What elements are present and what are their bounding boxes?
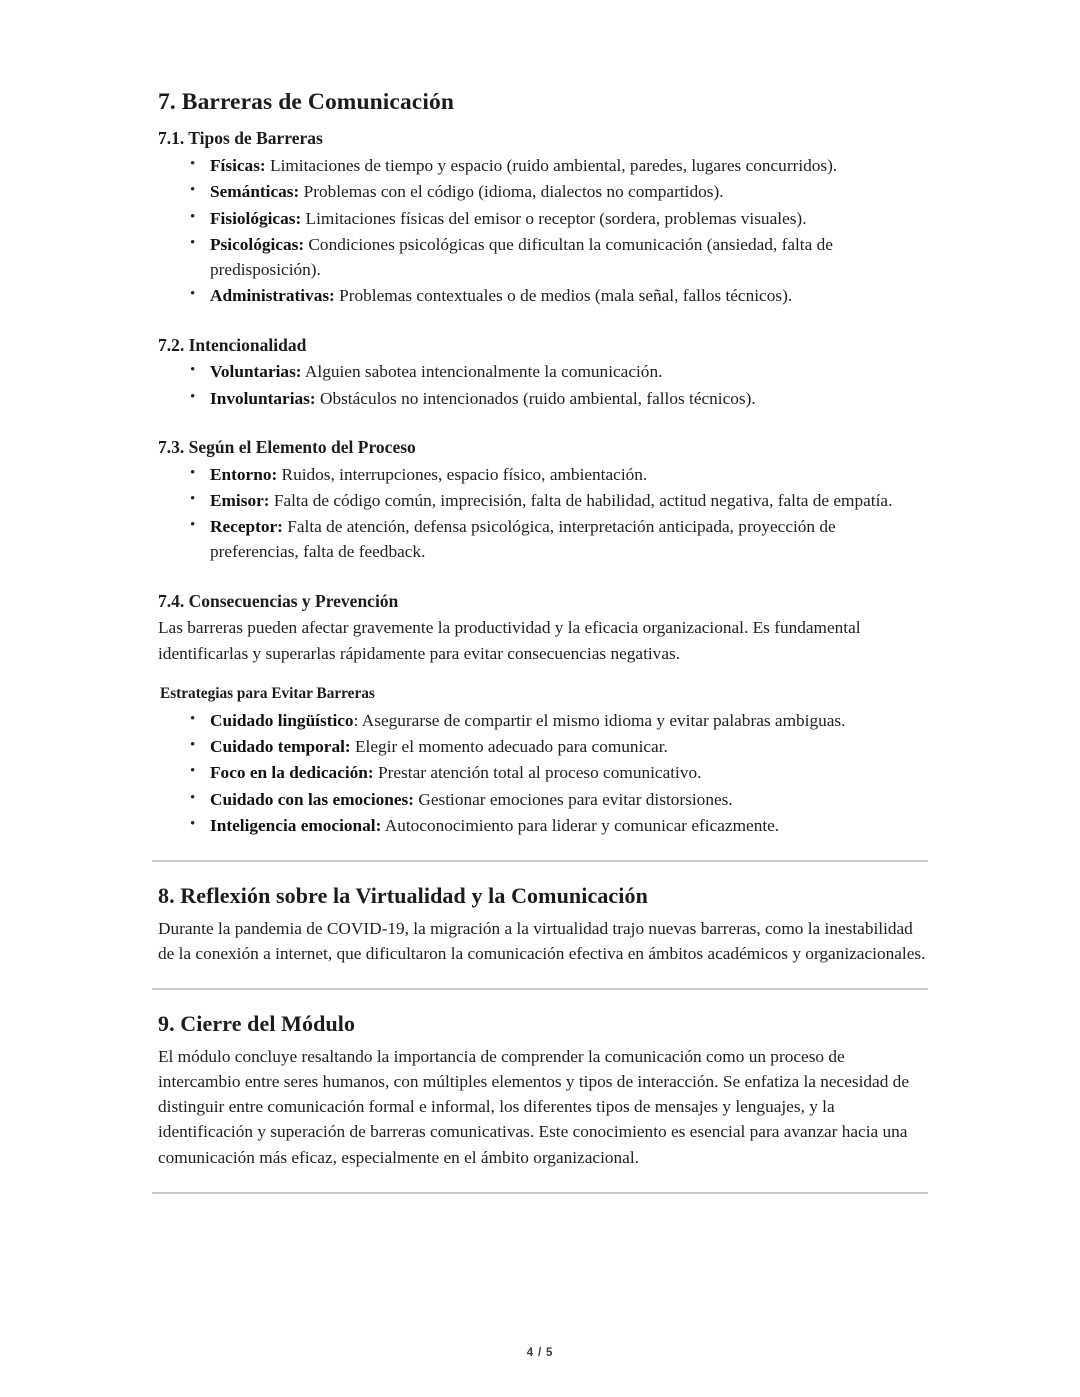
list-item-text: Problemas contextuales o de medios (mala señal, fallos técnicos). [334, 286, 793, 306]
list-item [152, 283, 928, 308]
list-item [152, 206, 928, 231]
list-item-text: Elegir el momento adecuado para comunicar. [350, 737, 668, 756]
list-item-label: Emisor: [210, 490, 270, 510]
spacer [152, 412, 928, 436]
list-item-label: Involuntarias: [210, 388, 316, 408]
list-item-text: Problemas con el código (idioma, dialectos no compartidos). [299, 182, 724, 202]
paragraph-cierre: El módulo concluye resaltando la importancia de comprender la comunicación como un proceso de intercambio entre seres humanos, con múltiples elementos y tipos de interacción. Se enfatiza la necesidad de distinguir entre comunicación formal e informal, los diferentes tipos de mensajes y lenguajes, y la identificación y superación de barreras comunicativas. Este conocimiento es esencial para avanzar hacia una comunicación más eficaz, especialmente en el ámbito organizacional. [158, 1046, 909, 1167]
spacer [152, 566, 928, 590]
list-tipos-de-barreras [152, 153, 928, 309]
section-heading-7-1: 7.1. Tipos de Barreras [158, 128, 323, 149]
list-item-label: Voluntarias: [210, 362, 302, 382]
list-item-label: Inteligencia emocional: [210, 815, 382, 835]
list-item-text: Gestionar emociones para evitar distorsiones. [414, 789, 733, 809]
section-heading-7-4: 7.4. Consecuencias y Prevención [158, 590, 399, 611]
list-item-label: Físicas: [210, 156, 266, 176]
list-item-label: Cuidado temporal: [210, 737, 351, 756]
section-heading-8: 8. Reflexión sobre la Virtualidad y la Comunicación [158, 883, 648, 908]
list-item-label: Psicológicas: [210, 234, 305, 254]
subsection-heading-estrategias: Estrategias para Evitar Barreras [160, 684, 375, 702]
list-estrategias [152, 708, 928, 838]
list-item [152, 488, 928, 513]
list-item-label: Fisiológicas: [210, 208, 302, 228]
paragraph-consecuencias: Las barreras pueden afectar gravemente la productividad y la eficacia organizacional. Es fundamental identificarlas y superarlas rápidamente para evitar consecuencias negativas. [158, 618, 861, 663]
list-item-text: Prestar atención total al proceso comunicativo. [373, 763, 702, 783]
list-item [152, 462, 928, 487]
list-segun-elemento-proceso [152, 462, 928, 565]
list-item [152, 153, 928, 178]
list-item-label: Cuidado con las emociones: [210, 789, 415, 809]
section-heading-9: 9. Cierre del Módulo [158, 1011, 356, 1036]
list-item-text: : Asegurarse de compartir el mismo idioma y evitar palabras ambiguas. [353, 710, 846, 730]
list-item [152, 386, 928, 411]
list-item-text: Limitaciones de tiempo y espacio (ruido ambiental, paredes, lugares concurridos). [265, 156, 838, 176]
list-item-label: Semánticas: [210, 182, 300, 202]
section-divider [152, 860, 928, 862]
list-item-text: Alguien sabotea intencionalmente la comunicación. [301, 362, 663, 382]
list-item-text: Obstáculos no intencionados (ruido ambiental, fallos técnicos). [315, 388, 756, 408]
section-divider [152, 1192, 928, 1194]
list-item [152, 514, 928, 565]
section-divider [152, 988, 928, 990]
list-item-text: Condiciones psicológicas que dificultan la comunicación (ansiedad, falta de predisposición). [210, 234, 833, 280]
page-title: 7. Barreras de Comunicación [158, 89, 454, 115]
list-item [152, 760, 928, 785]
list-item [152, 813, 928, 838]
list-item [152, 179, 928, 204]
paragraph-reflexion: Durante la pandemia de COVID-19, la migración a la virtualidad trajo nuevas barreras, como la inestabilidad de la conexión a internet, que dificultaron la comunicación efectiva en ámbitos académicos y organizacionales. [158, 918, 926, 963]
list-item [152, 708, 928, 733]
list-item-label: Receptor: [210, 517, 283, 537]
list-item-text: Limitaciones físicas del emisor o receptor (sordera, problemas visuales). [301, 208, 807, 228]
list-item [152, 359, 928, 384]
spacer [152, 668, 928, 684]
list-item-label: Entorno: [210, 464, 278, 484]
list-item-label: Administrativas: [210, 286, 335, 306]
section-heading-7-2: 7.2. Intencionalidad [158, 334, 307, 355]
list-item-label: Cuidado lingüístico [210, 710, 354, 730]
list-item-text: Falta de código común, imprecisión, falta de habilidad, actitud negativa, falta de empatía. [269, 490, 893, 510]
list-item [152, 787, 928, 812]
spacer [152, 310, 928, 334]
page-footer: 4 / 5 [526, 1347, 554, 1359]
list-item-label: Foco en la dedicación: [210, 763, 374, 783]
list-intencionalidad [152, 359, 928, 411]
list-item-text: Falta de atención, defensa psicológica, interpretación anticipada, proyección de preferencias, falta de feedback. [210, 517, 836, 562]
list-item-text: Ruidos, interrupciones, espacio físico, ambientación. [277, 464, 648, 484]
section-heading-7-3: 7.3. Según el Elemento del Proceso [158, 436, 416, 457]
list-item [152, 232, 928, 283]
list-item-text: Autoconocimiento para liderar y comunicar eficazmente. [381, 815, 780, 835]
document-content [152, 88, 928, 1194]
list-item [152, 734, 928, 759]
